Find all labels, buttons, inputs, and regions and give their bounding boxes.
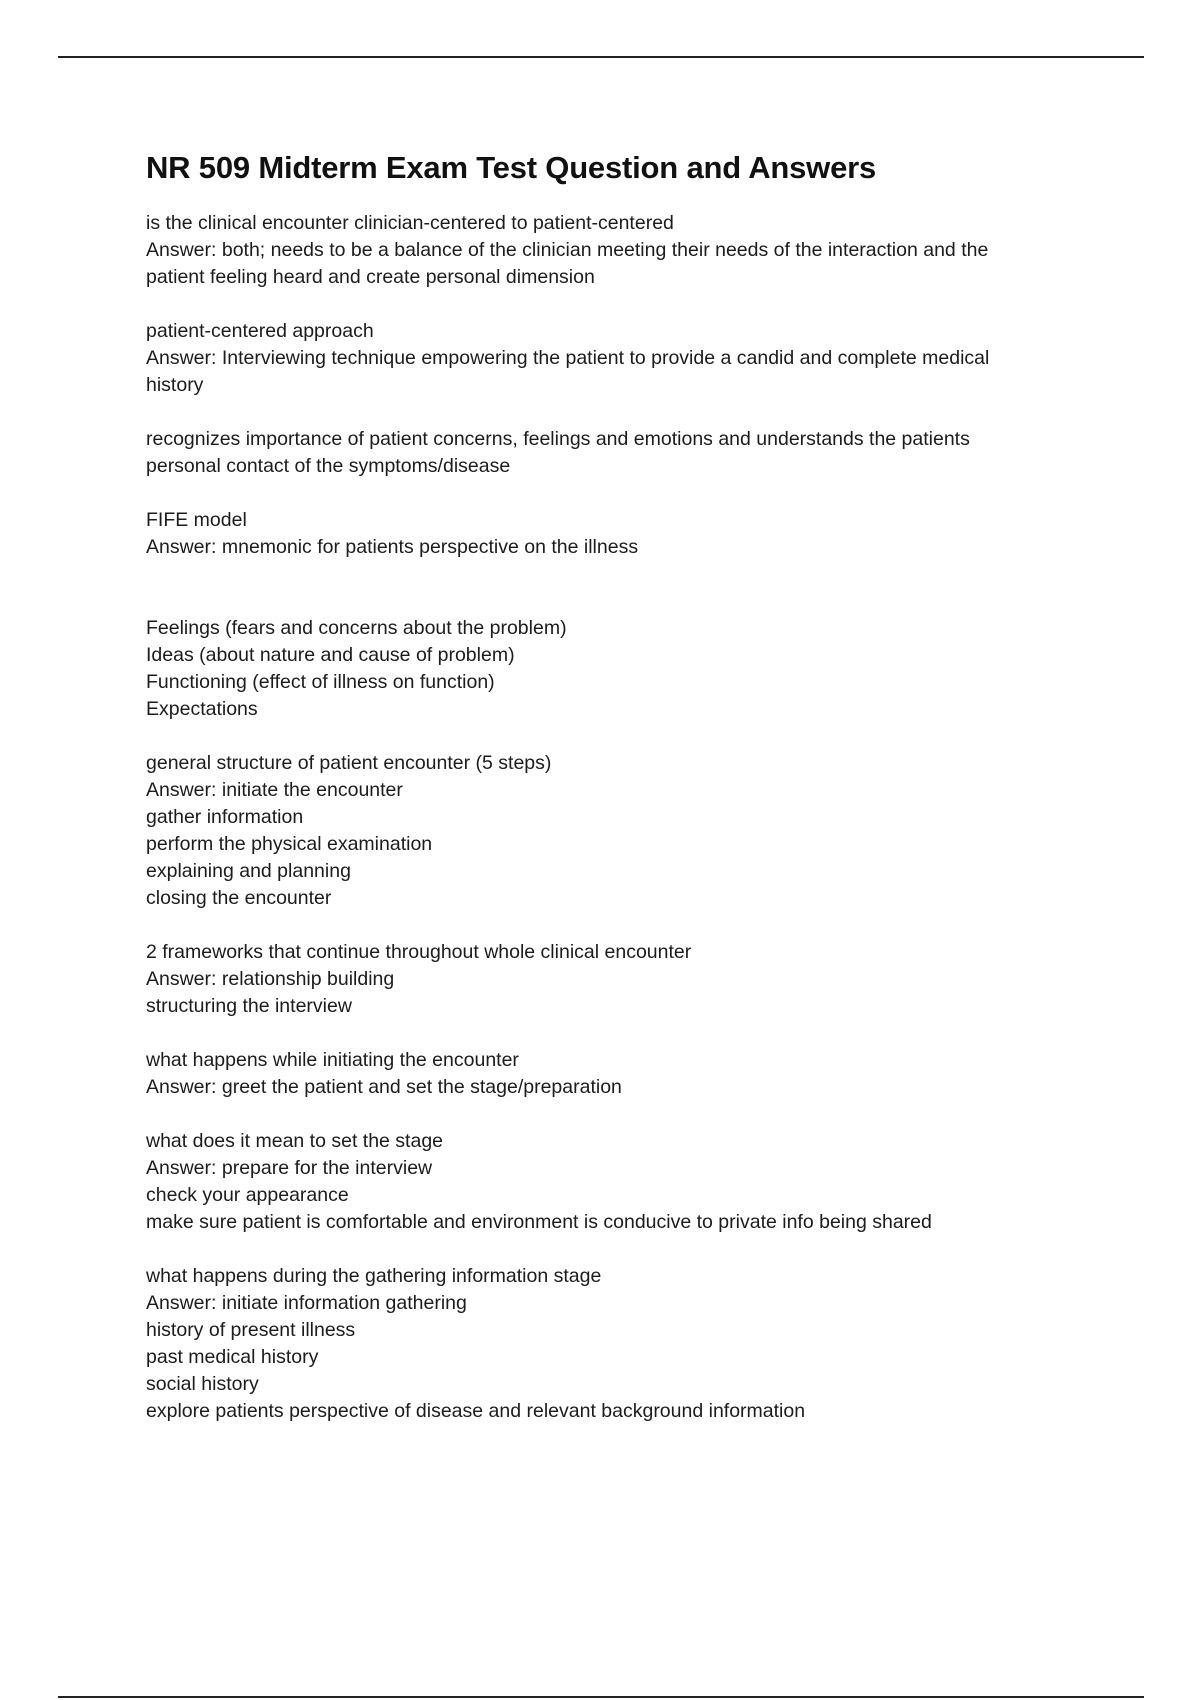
qa-block-4 [146, 507, 1066, 561]
answer-text: Answer: prepare for the interview [146, 1157, 433, 1179]
list-item: explaining and planning [146, 860, 351, 882]
qa-block-3 [146, 426, 1066, 480]
answer-text: Answer: both; needs to be a balance of the clinician meeting their needs of the interaction and the [146, 239, 989, 261]
page-title: NR 509 Midterm Exam Test Question and Answers [146, 150, 877, 185]
question-text: FIFE model [146, 509, 247, 531]
list-item: explore patients perspective of disease and relevant background information [146, 1400, 806, 1422]
qa-block-1 [146, 210, 1066, 291]
document-body [146, 148, 1066, 1452]
qa-block-5 [146, 615, 1066, 723]
question-text: general structure of patient encounter (5 steps) [146, 752, 552, 774]
answer-text: Answer: initiate the encounter [146, 779, 403, 801]
question-text: what does it mean to set the stage [146, 1130, 444, 1152]
qa-block-9 [146, 1128, 1066, 1236]
list-item: Functioning (effect of illness on function) [146, 671, 495, 693]
qa-block-8 [146, 1047, 1066, 1101]
answer-text: history [146, 374, 204, 396]
qa-block-6 [146, 750, 1066, 912]
qa-block-2 [146, 318, 1066, 399]
list-item: gather information [146, 806, 304, 828]
list-item: Expectations [146, 698, 258, 720]
list-item: perform the physical examination [146, 833, 433, 855]
qa-block-7 [146, 939, 1066, 1020]
bottom-rule [58, 1696, 1144, 1698]
list-item: past medical history [146, 1346, 319, 1368]
list-item: check your appearance [146, 1184, 349, 1206]
list-item: closing the encounter [146, 887, 332, 909]
answer-text: Answer: greet the patient and set the stage/preparation [146, 1076, 622, 1098]
list-item: history of present illness [146, 1319, 356, 1341]
question-text: patient-centered approach [146, 320, 374, 342]
top-rule [58, 56, 1144, 58]
list-item: Feelings (fears and concerns about the problem) [146, 617, 567, 639]
list-item: social history [146, 1373, 259, 1395]
list-item: structuring the interview [146, 995, 352, 1017]
extra-spacing [146, 588, 1066, 615]
question-text: what happens during the gathering information stage [146, 1265, 602, 1287]
answer-text: Answer: initiate information gathering [146, 1292, 467, 1314]
qa-block-10 [146, 1263, 1066, 1425]
question-text: what happens while initiating the encounter [146, 1049, 519, 1071]
question-text: 2 frameworks that continue throughout whole clinical encounter [146, 941, 692, 963]
answer-text: Answer: Interviewing technique empowering the patient to provide a candid and complete medical [146, 347, 990, 369]
answer-text: Answer: relationship building [146, 968, 395, 990]
body-text: recognizes importance of patient concerns, feelings and emotions and understands the patients [146, 428, 970, 450]
answer-text: Answer: mnemonic for patients perspective on the illness [146, 536, 639, 558]
body-text: personal contact of the symptoms/disease [146, 455, 511, 477]
list-item: Ideas (about nature and cause of problem) [146, 644, 515, 666]
list-item: make sure patient is comfortable and environment is conducive to private info being shared [146, 1211, 932, 1233]
answer-text: patient feeling heard and create personal dimension [146, 266, 595, 288]
question-text: is the clinical encounter clinician-centered to patient-centered [146, 212, 674, 234]
